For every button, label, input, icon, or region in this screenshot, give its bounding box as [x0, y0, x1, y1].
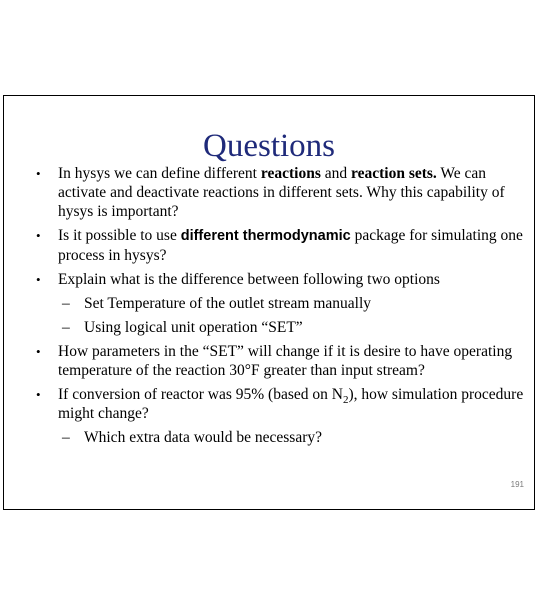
- bullet-icon: •: [36, 166, 41, 181]
- slide-title: Questions: [203, 128, 335, 164]
- question-5-text-pre: If conversion of reactor was 95% (based on N: [58, 386, 343, 403]
- bullet-icon: •: [36, 387, 41, 402]
- question-5-sub-question: [34, 428, 526, 447]
- question-1-bold-reaction-sets: reaction sets.: [351, 165, 437, 182]
- question-2-text-pre: Is it possible to use: [58, 227, 181, 244]
- question-1-bold-reactions: reactions: [260, 165, 321, 182]
- question-1: [34, 164, 526, 221]
- slide-frame: [3, 95, 535, 510]
- question-3-option-2: [34, 318, 526, 337]
- dash-icon: –: [62, 295, 70, 312]
- question-4: [34, 342, 526, 380]
- bullet-icon: •: [36, 344, 41, 359]
- question-4-text: How parameters in the “SET” will change if it is desire to have operating temperature of the reaction 30°F greater than input stream?: [58, 343, 513, 379]
- page-number: 191: [510, 480, 524, 489]
- question-5-sub-question-text: Which extra data would be necessary?: [84, 429, 322, 446]
- dash-icon: –: [62, 429, 70, 446]
- question-3-option-1: [34, 294, 526, 313]
- question-1-text-mid: and: [320, 165, 351, 182]
- bullet-icon: •: [36, 272, 41, 287]
- question-2-bold-thermodynamic: different thermodynamic: [180, 228, 351, 244]
- question-1-text-pre: In hysys we can define different: [58, 165, 261, 182]
- question-3-option-2-text: Using logical unit operation “SET”: [84, 319, 303, 336]
- question-3-option-1-text: Set Temperature of the outlet stream manually: [84, 295, 372, 312]
- question-list: [34, 164, 526, 452]
- question-1-text-post: We can activate and deactivate reactions in different sets. Why this capability of hysys is important?: [58, 165, 505, 220]
- question-5: [34, 385, 526, 423]
- question-5-text-post: ), how simulation procedure might change?: [58, 386, 524, 422]
- question-2: [34, 226, 526, 265]
- question-2-text-post: package for simulating one process in hysys?: [58, 227, 523, 264]
- dash-icon: –: [62, 319, 70, 336]
- bullet-icon: •: [36, 228, 41, 243]
- question-5-subscript: 2: [342, 394, 349, 407]
- question-3-text: Explain what is the difference between following two options: [58, 271, 440, 288]
- question-3: [34, 270, 526, 289]
